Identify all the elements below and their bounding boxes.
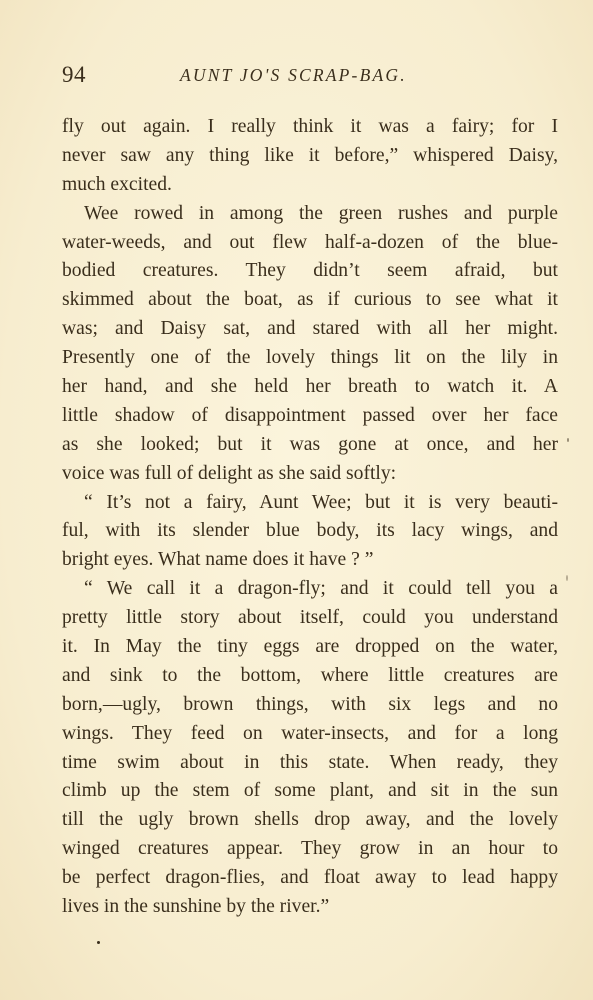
page-header [62,62,558,92]
running-title: AUNT JO'S SCRAP-BAG. [180,65,407,85]
text-line: never saw any thing like it before,” whispered Daisy, [62,144,558,166]
body-text [62,113,558,922]
text-line: and sink to the bottom, where little creatures are [62,664,558,686]
text-line: Presently one of the lovely things lit on the lily in [62,347,558,369]
paragraph [62,575,558,922]
text-line: as she looked; but it was gone at once, and her [62,433,558,455]
paragraph [62,489,558,576]
text-line: her hand, and she held her breath to watch it. A [62,376,558,398]
text-line: little shadow of disappointment passed over her face [62,404,558,426]
ink-speck [567,438,569,442]
text-line: time swim about in this state. When ready, they [62,751,558,773]
text-line: bright eyes. What name does it have ? ” [62,549,374,571]
text-line: till the ugly brown shells drop away, and the lovely [62,809,558,831]
ink-speck [566,575,568,581]
text-line: “ We call it a dragon-fly; and it could tell you a [84,578,558,600]
text-line: voice was full of delight as she said softly: [62,462,397,484]
text-line: was; and Daisy sat, and stared with all her might. [62,318,558,340]
paragraph [62,113,558,200]
text-line: born,—ugly, brown things, with six legs and no [62,693,558,715]
text-line: pretty little story about itself, could you understand [62,607,558,629]
text-line: much excited. [62,173,172,195]
ink-speck [97,941,100,944]
text-line: ful, with its slender blue body, its lacy wings, and [62,520,558,542]
text-line: winged creatures appear. They grow in an hour to [62,838,558,860]
text-line: “ It’s not a fairy, Aunt Wee; but it is very beauti- [84,491,558,513]
text-line: Wee rowed in among the green rushes and purple [84,202,558,224]
text-line: bodied creatures. They didn’t seem afraid, but [62,260,558,282]
text-line: climb up the stem of some plant, and sit in the sun [62,780,558,802]
text-line: skimmed about the boat, as if curious to see what it [62,289,558,311]
text-line: it. In May the tiny eggs are dropped on the water, [62,636,558,658]
page-number: 94 [62,62,86,87]
text-line: fly out again. I really think it was a fairy; for I [62,116,558,137]
text-line: wings. They feed on water-insects, and for a long [62,722,558,744]
text-line: lives in the sunshine by the river.” [62,896,330,918]
paragraph [62,200,558,489]
text-line: be perfect dragon-flies, and float away to lead happy [62,867,558,889]
text-line: water-weeds, and out flew half-a-dozen of the blue- [62,231,558,253]
